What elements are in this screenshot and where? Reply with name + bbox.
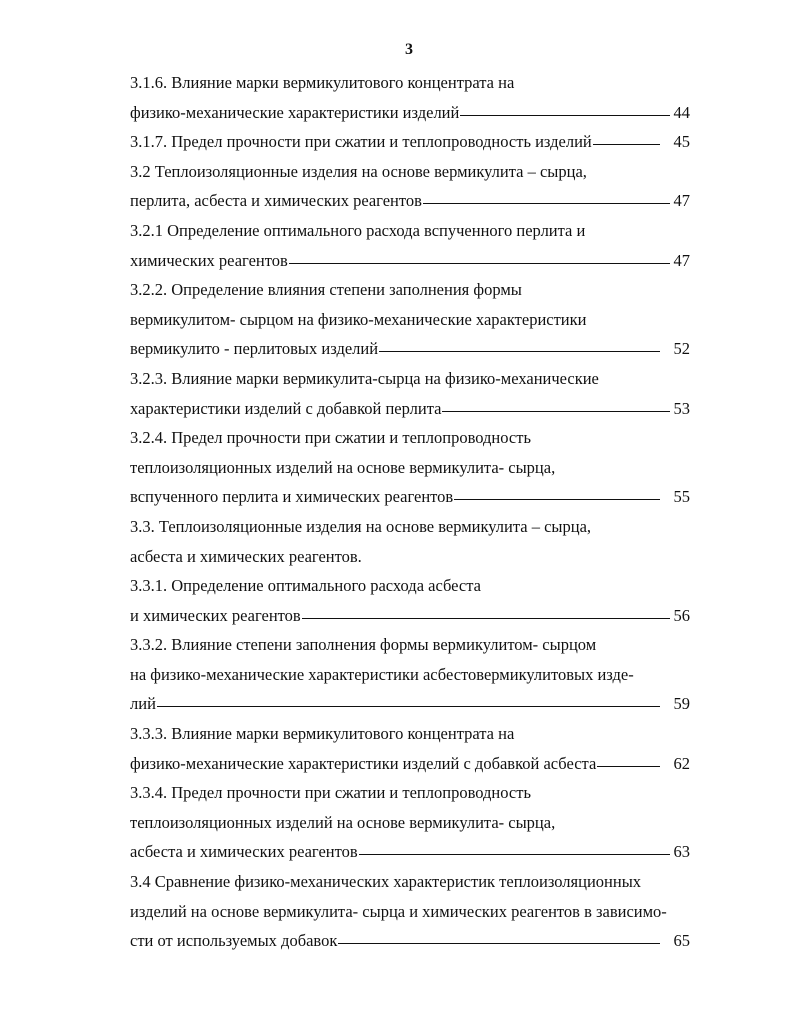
toc-entry-text: 3.1.6. Влияние марки вермикулитового концентрата на — [130, 73, 515, 92]
toc-entry-last-line — [130, 186, 690, 216]
toc-entry-last-line — [130, 837, 690, 867]
toc-entry-text: вспученного перлита и химических реагентов — [130, 487, 454, 507]
toc-line — [130, 630, 690, 660]
toc-line — [130, 542, 690, 572]
toc-page-number: 63 — [673, 842, 690, 862]
toc-page-number: 55 — [673, 487, 690, 507]
toc-entry-text: 3.1.7. Предел прочности при сжатии и теплопроводность изделий — [130, 132, 592, 152]
toc-entry-text: 3.2.3. Влияние марки вермикулита-сырца на физико-механические — [130, 368, 599, 388]
toc-entry-text: характеристики изделий с добавкой перлита — [130, 398, 442, 418]
toc-entry-last-line — [130, 689, 690, 719]
toc-line — [130, 808, 690, 838]
toc-line — [130, 571, 690, 601]
toc-entry-text: 3.2 Теплоизоляционные изделия на основе вермикулита – сырца, — [130, 161, 587, 181]
toc-leader-line — [302, 618, 670, 619]
toc-leader-line — [338, 943, 660, 944]
toc-page-number: 44 — [673, 102, 690, 122]
toc-entry-text: 3.3.4. Предел прочности при сжатии и теплопроводность — [130, 783, 531, 803]
toc-entry-text: 3.3.3. Влияние марки вермикулитового концентрата на — [130, 724, 515, 744]
toc-line — [130, 867, 690, 897]
toc-line — [130, 453, 690, 483]
toc-entry-text: химических реагентов — [130, 250, 288, 270]
toc-entry-text: 3.2.2. Определение влияния степени заполнения формы — [130, 280, 522, 300]
toc-line — [130, 364, 690, 394]
toc-page-number: 53 — [673, 398, 690, 418]
toc-entry-text: вермикулитом- сырцом на физико-механические характеристики — [130, 309, 587, 329]
toc-entry-text: вермикулито - перлитовых изделий — [130, 339, 379, 359]
toc-entry-text: сти от используемых добавок — [130, 931, 338, 951]
table-of-contents — [130, 68, 690, 956]
toc-page-number: 56 — [673, 605, 690, 625]
toc-line — [130, 423, 690, 453]
toc-page-number: 59 — [673, 694, 690, 714]
toc-leader-line — [359, 854, 670, 855]
toc-line — [130, 275, 690, 305]
toc-line — [130, 512, 690, 542]
toc-line — [130, 68, 690, 98]
toc-entry-text: 3.3.1. Определение оптимального расхода асбеста — [130, 576, 481, 596]
toc-entry-last-line — [130, 749, 690, 779]
toc-entry-text: и химических реагентов — [130, 605, 301, 625]
toc-entry-last-line — [130, 926, 690, 956]
toc-leader-line — [597, 766, 660, 767]
toc-entry-last-line — [130, 246, 690, 276]
toc-entry-text: на физико-механические характеристики асбестовермикулитовых изде- — [130, 664, 634, 684]
toc-line — [130, 719, 690, 749]
toc-line — [130, 778, 690, 808]
toc-entry-text: 3.3. Теплоизоляционные изделия на основе вермикулита – сырца, — [130, 516, 592, 536]
toc-line — [130, 660, 690, 690]
toc-leader-line — [289, 263, 670, 264]
toc-entry-last-line — [130, 394, 690, 424]
toc-entry-text: перлита, асбеста и химических реагентов — [130, 191, 422, 211]
toc-entry-last-line — [130, 98, 690, 128]
toc-entry-last-line — [130, 482, 690, 512]
toc-leader-line — [454, 499, 660, 500]
toc-entry-text: физико-механические характеристики изделий с добавкой асбеста — [130, 753, 597, 773]
toc-entry-text: лий — [130, 694, 156, 714]
toc-line — [130, 216, 690, 246]
toc-page-number: 47 — [673, 250, 690, 270]
toc-entry-text: изделий на основе вермикулита- сырца и химических реагентов в зависимо- — [130, 901, 667, 921]
toc-entry-text: 3.3.2. Влияние степени заполнения формы вермикулитом- сырцом — [130, 635, 597, 655]
toc-entry-text: асбеста и химических реагентов. — [130, 546, 362, 566]
toc-leader-line — [460, 115, 670, 116]
toc-entry-text: теплоизоляционных изделий на основе вермикулита- сырца, — [130, 812, 556, 832]
toc-leader-line — [157, 706, 660, 707]
toc-line — [130, 157, 690, 187]
toc-line — [130, 897, 690, 927]
toc-entry-text: асбеста и химических реагентов — [130, 842, 358, 862]
toc-page-number: 52 — [673, 339, 690, 359]
toc-entry-text: физико-механические характеристики изделий — [130, 102, 460, 122]
toc-page-number: 47 — [673, 191, 690, 211]
toc-entry-text: 3.2.4. Предел прочности при сжатии и теплопроводность — [130, 428, 531, 448]
toc-entry-last-line — [130, 334, 690, 364]
toc-entry-text: 3.2.1 Определение оптимального расхода вспученного перлита и — [130, 220, 586, 240]
toc-leader-line — [423, 203, 670, 204]
toc-entry-last-line — [130, 127, 690, 157]
toc-page-number: 62 — [673, 753, 690, 773]
toc-entry-text: 3.4 Сравнение физико-механических характеристик теплоизоляционных — [130, 872, 642, 892]
toc-line — [130, 305, 690, 335]
toc-entry-text: теплоизоляционных изделий на основе вермикулита- сырца, — [130, 457, 556, 477]
toc-leader-line — [379, 351, 660, 352]
toc-leader-line — [593, 144, 660, 145]
toc-page-number: 65 — [673, 931, 690, 951]
page-number: 3 — [405, 41, 413, 58]
toc-leader-line — [442, 411, 670, 412]
toc-page-number: 45 — [673, 132, 690, 152]
toc-entry-last-line — [130, 601, 690, 631]
